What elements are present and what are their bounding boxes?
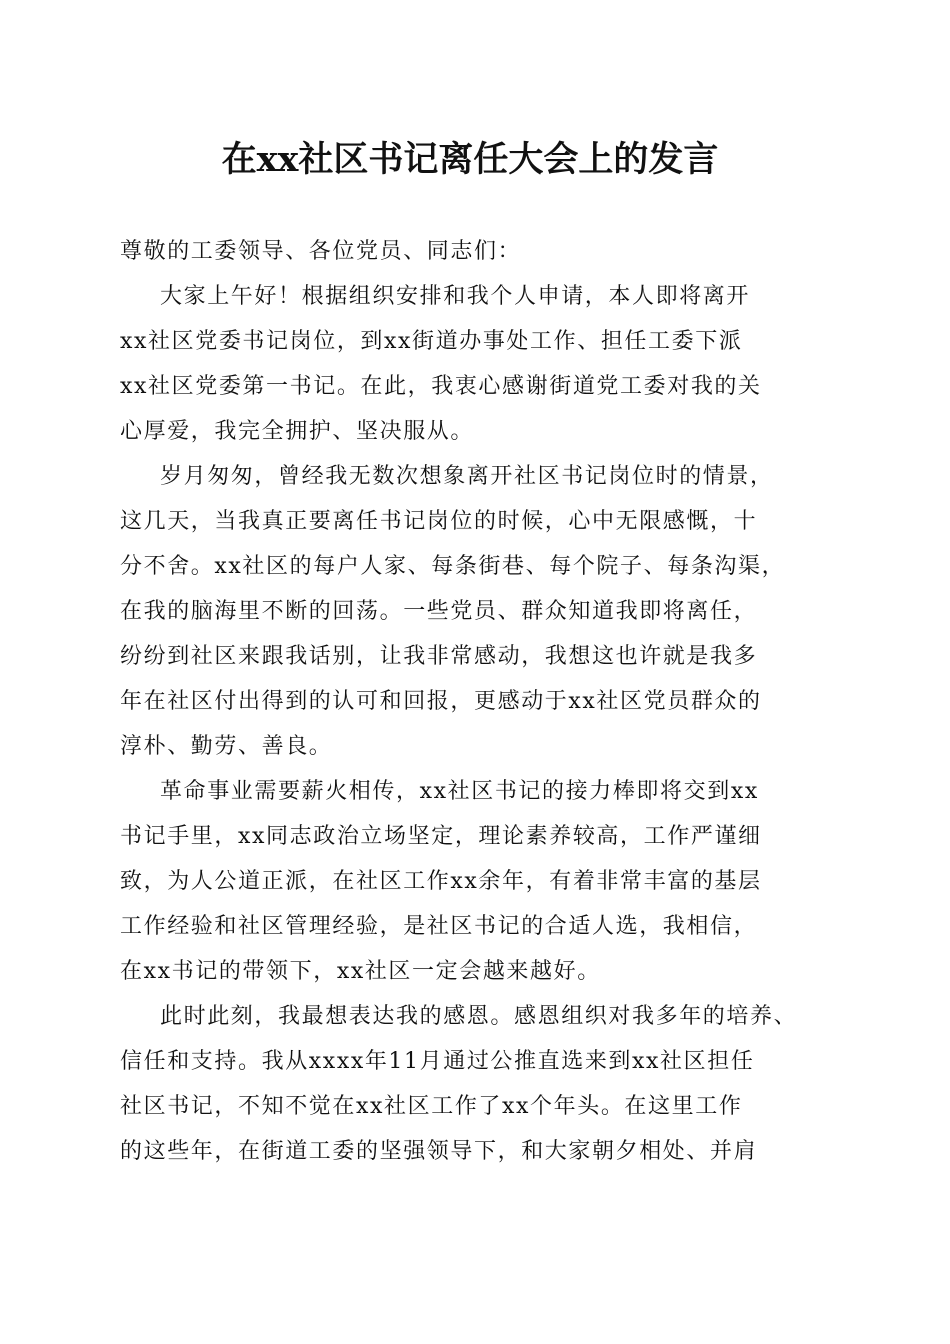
- body-line: 尊敬的工委领导、各位党员、同志们：: [120, 239, 522, 264]
- body-line: 岁月匆匆，曾经我无数次想象离开社区书记岗位时的情景，: [160, 464, 774, 489]
- body-line: 的这些年，在街道工委的坚强领导下，和大家朝夕相处、并肩: [120, 1139, 758, 1164]
- body-line: 大家上午好！根据组织安排和我个人申请，本人即将离开: [160, 284, 751, 309]
- body-line: xx社区党委书记岗位，到xx街道办事处工作、担任工委下派: [120, 329, 743, 354]
- body-line: 此时此刻，我最想表达我的感恩。感恩组织对我多年的培养、: [160, 1004, 798, 1029]
- body-line: 工作经验和社区管理经验，是社区书记的合适人选，我相信，: [120, 914, 758, 939]
- document-title: 在xx社区书记离任大会上的发言: [221, 139, 719, 180]
- document-body: [120, 229, 832, 1174]
- body-line: 淳朴、勤劳、善良。: [120, 734, 333, 759]
- body-line: 心厚爱，我完全拥护、坚决服从。: [120, 419, 475, 444]
- body-line: 书记手里，xx同志政治立场坚定，理论素养较高，工作严谨细: [120, 824, 762, 849]
- body-line: 革命事业需要薪火相传，xx社区书记的接力棒即将交到xx: [160, 779, 759, 804]
- body-line: xx社区党委第一书记。在此，我衷心感谢街道党工委对我的关: [120, 374, 762, 399]
- body-line: 在我的脑海里不断的回荡。一些党员、群众知道我即将离任，: [120, 599, 758, 624]
- body-line: 纷纷到社区来跟我话别，让我非常感动，我想这也许就是我多: [120, 644, 758, 669]
- body-line: 致，为人公道正派，在社区工作xx余年，有着非常丰富的基层: [120, 869, 762, 894]
- body-line: 在xx书记的带领下，xx社区一定会越来越好。: [120, 959, 601, 984]
- body-line: 年在社区付出得到的认可和回报，更感动于xx社区党员群众的: [120, 689, 762, 714]
- body-line: 这几天，当我真正要离任书记岗位的时候，心中无限感慨，十: [120, 509, 758, 534]
- body-line: 分不舍。xx社区的每户人家、每条街巷、每个院子、每条沟渠，: [120, 554, 786, 579]
- body-line: 信任和支持。我从xxxx年11月通过公推直选来到xx社区担任: [120, 1049, 755, 1074]
- body-line: 社区书记，不知不觉在xx社区工作了xx个年头。在这里工作: [120, 1094, 743, 1119]
